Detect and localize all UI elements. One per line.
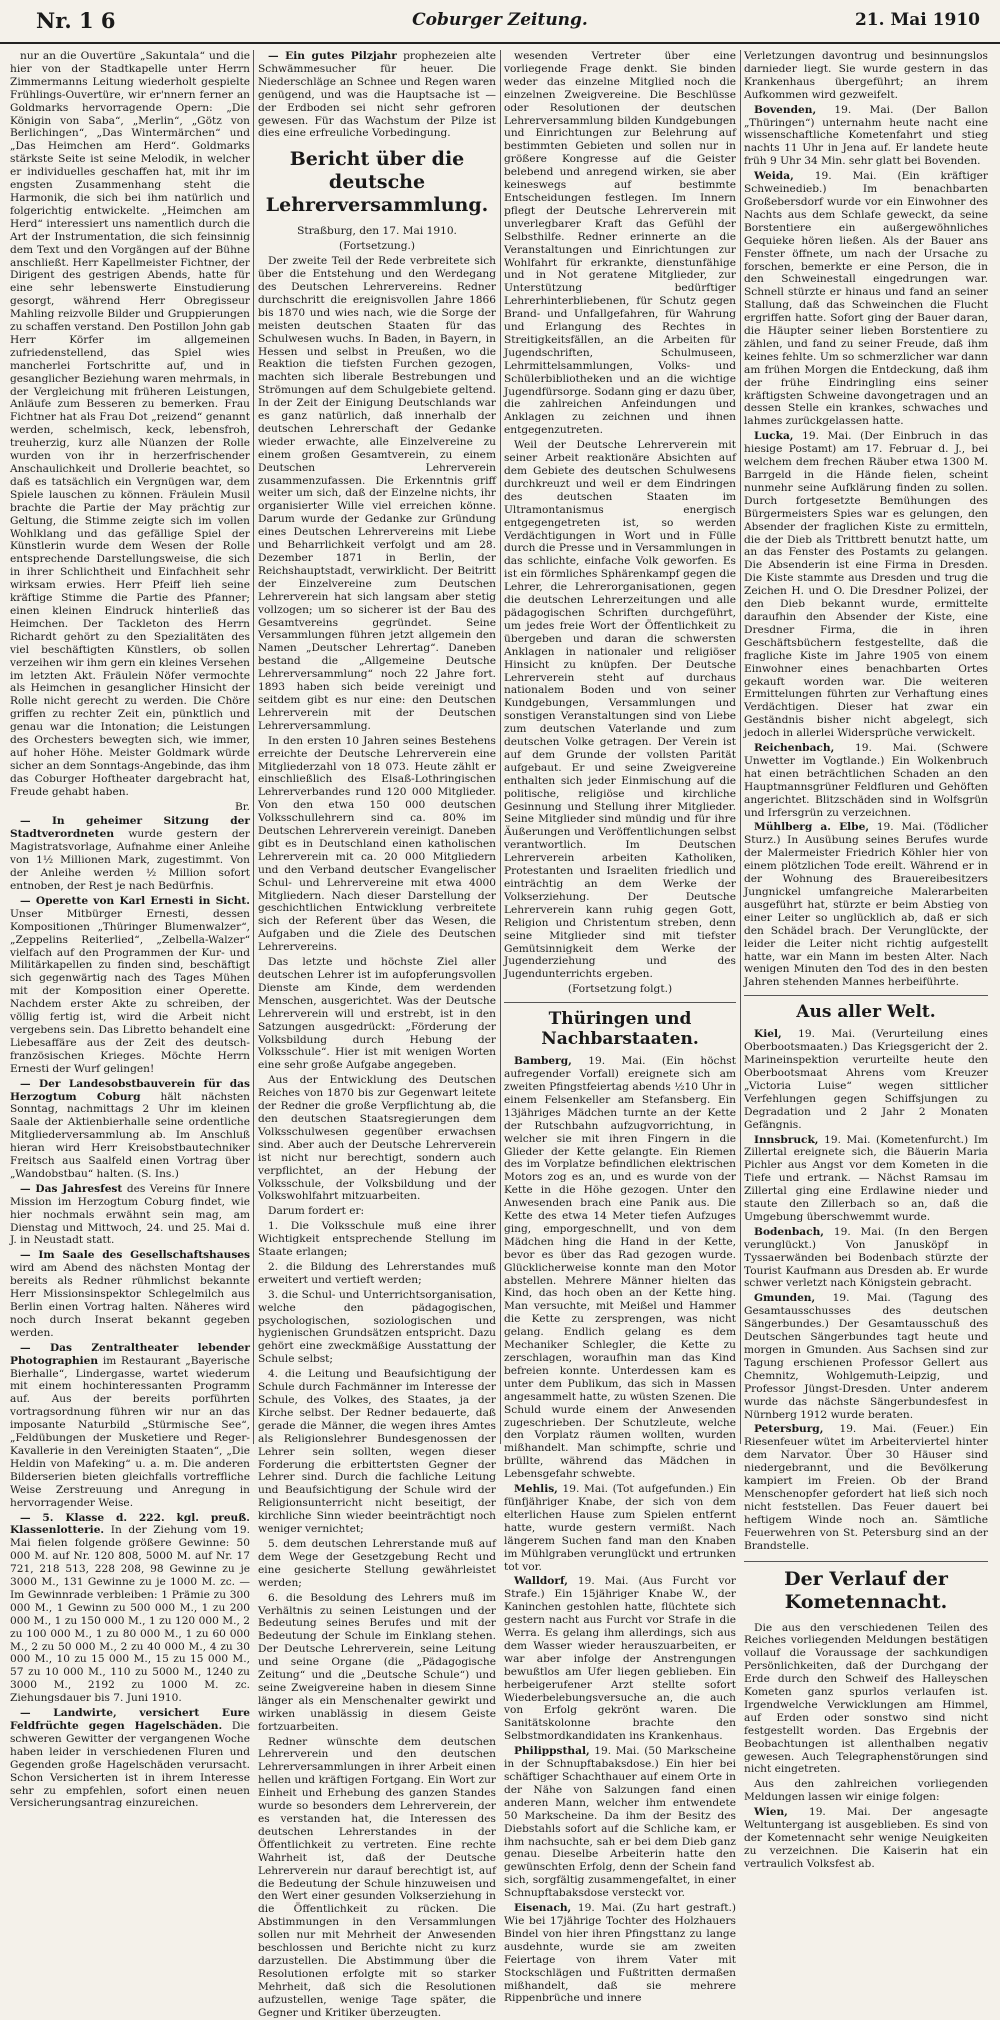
news-item (744, 170, 988, 428)
news-item-body: 19. Mai. (In den Bergen verunglückt.) Von Janusköpf in Tyssaerwänden bei Bodenbach stürzte der Tourist Kaufmann aus Dresden ab. Er wurde schwer verletzt nach Königstein gebracht. (744, 1225, 988, 1290)
news-item-place: Petersburg, (754, 1423, 824, 1436)
article-paragraph: Der zweite Teil der Rede verbreitete sich über die Entstehung und den Werdegang des Deutschen Lehrervereins. Redner durchschritt die ereignisvollen Jahre 1866 bis 1870 und wies nach, wie die Sorge der meisten deutschen Staaten für das Schulwesen wuchs. In Baden, in Bayern, in Hessen und selbst in Preußen, wo die Reaktion die tiefsten Furchen gezogen, machten sich liberale Bestrebungen und Strömungen auf dem Schulgebiete geltend. In der Zeit der Einigung Deutschlands war es ganz natürlich, daß innerhalb der deutschen Lehrerschaft der Gedanke wieder erwachte, alle Einzelvereine zu einem großen Gesamtverein, zu einem Deutschen Lehrerverein zusammenzufassen. Die Erkenntnis griff weiter um sich, daß der Einzelne nichts, ihr organisierter Wille viel erreichen könne. Darum wurde der Gedanke zur Gründung eines Deutschen Lehrervereins mit Liebe und Beharrlichkeit verfolgt und am 28. Dezember 1871 in Berlin, der Reichshauptstadt, verwirklicht. Der Beitritt der Einzelvereine zum Deutschen Lehrerverein hat sich langsam aber stetig vollzogen; um so sicherer ist der Bau des Gesamtvereins gegründet. Seine Versammlungen führen jetzt allgemein den Namen „Deutscher Lehrertag“. Daneben bestand die „Allgemeine Deutsche Lehrerversammlung“ noch 22 Jahre fort. 1893 haben sich beide vereinigt und seitdem gibt es nur eine: den Deutschen Lehrerverein mit der Deutschen Lehrerversammlung. (258, 255, 496, 732)
news-item-place: Mehlis, (514, 1483, 558, 1496)
news-item-place: Eisenach, (514, 1902, 572, 1915)
news-item (10, 1078, 250, 1181)
news-item-body: 19. Mai. (Tagung des Gesamtausschusses des deutschen Sängerbundes.) Der Gesamtausschuß des Deutschen Sängerbundes tagt heute und morgen in Gmunden. Aus Sachsen sind zur Tagung erschienen Professor Gellert aus Chemnitz, Wohlgemuth-Leipzig, und Professor Jüngst-Dresden. Unter anderem wurde das nächste Sängerbundesfest in Nürnberg 1912 wurde beraten. (744, 1292, 988, 1421)
demand-item: 6. die Besoldung des Lehrers muß im Verhältnis zu seinen Leistungen und der Bedeutung seines Berufes und mit der Bedeutung der Schule im Einklang stehen. Der Deutsche Lehrerverein, seine Leitung und seine Organe (die „Pädagogische Zeitung“ und die „Deutsche Schule“) und seine Zweigvereine haben in diesem Sinne länger als ein Menschenalter gewirkt und wirken unablässig in diesem Geiste fortzuarbeiten. (258, 1591, 496, 1733)
column-rule (500, 50, 501, 1444)
article-dateline: Straßburg, den 17. Mai 1910. (297, 225, 457, 238)
news-item-place: Weida, (754, 170, 794, 183)
news-item-place: Bodenbach, (754, 1225, 824, 1238)
news-item-body: 19. Mai. (Feuer.) Ein Riesenfeuer wütet im Arbeiterviertel hinter dem Narvator. Über 30 Häuser sind niedergebrannt, und die Bevölkerung kampiert im Freien. Ob der Brand Menschenopfer gefordert hat ließ sich noch nicht feststellen. Das Feuer dauert bei heftigem Winde noch an. Sämtliche Feuerwehren von St. Petersburg sind an der Brandstelle. (744, 1423, 988, 1552)
demand-item: 1. Die Volksschule muß eine ihrer Wichtigkeit entsprechende Stellung im Staate erlangen; (258, 1220, 496, 1259)
article-paragraph: Das letzte und höchste Ziel aller deutschen Lehrer ist im aufopferungsvollen Dienste am Kinde, dem werdenden Menschen, ausgerichtet. Was der Deutsche Lehrerverein will und erstrebt, ist in den Satzungen ausgedrückt: „Förderung der Volksbildung durch Hebung der Volksschule“. Hier ist mit wenigen Worten eine sehr große Aufgabe angegeben. (258, 956, 496, 1072)
issue-date: 21. Mai 1910 (854, 10, 980, 30)
news-item-body: des Vereins für Innere Mission im Herzogtum Coburg findet, wie hier nochmals erwähnt sein mag, am Dienstag und Mittwoch, 24. und 25. Mai d. J. in Neustadt statt. (10, 1182, 250, 1247)
news-item-headline: — In geheimer Sitzung der Stadtverordneten (10, 815, 250, 841)
news-item-place: Kiel, (754, 1028, 782, 1041)
column-2 (258, 50, 496, 2019)
news-item-place: Bamberg, (514, 1055, 572, 1068)
article-paragraph: Weil der Deutsche Lehrerverein mit seiner Arbeit reaktionäre Absichten auf dem Gebiete des deutschen Schulwesens durchkreuzt und weil er dem Eindringen des deutschen Staaten im Ultramontanismus energisch entgegengetreten ist, so werden Verdächtigungen in Wort und in Fülle durch die Presse und in Versammlungen in das schlichte, einfache Volk geworfen. Es ist ein förmliches Sphärenkampf gegen die Lehrer, die Lehrerorganisationen, gegen die deutschen Lehrerzeitungen und alle pädagogischen Schriften durchgeführt, um jedes freie Wort der Öffentlichkeit zu übergeben und daran die schwersten Anklagen in nationaler und religiöser Hinsicht zu knüpfen. Der Deutsche Lehrerverein steht auf durchaus nationalem Boden und von seiner Kundgebungen, Versammlungen und sonstigen Veranstaltungen sind von Liebe zum deutschen Vaterlande und zum deutschen Volke getragen. Der Verein ist auf dem Grunde der vollsten Parität aufgebaut. Er und seine Zweigvereine enthalten sich jeder Einmischung auf die politische, religiöse und kirchliche Gesinnung und Stellung ihrer Mitglieder. Seine Mitglieder sind mündig und für ihre Äußerungen und Veröffentlichungen selbst verantwortlich. Im Deutschen Lehrerverein arbeiten Katholiken, Protestanten und Israeliten friedlich und einträchtig an dem Werke der Volkserziehung. Der Deutsche Lehrerverein kann ruhig gegen Gott, Religion und Christentum streben, denn seine Mitglieder sind mit tiefster Gemütsinnigkeit dem Werke der Jugenderziehung und des Jugendunterrichts ergeben. (504, 439, 736, 981)
news-item (744, 104, 988, 169)
news-item-body: im Restaurant „Bayerische Bierhalle“, Lindergasse, wartet wiederum mit einem hochinteressanten Programm auf. Aus der bereits porführten vortragsordnung führen wir nur an das imposante Naturbild „Stürmische See“, „Feldübungen der Musketiere und Reger-Kavallerie in den Vereinigten Staaten“, „Die Heldin von Mafeking“ u. a. m. Die anderen Bilderserien bieten gleichfalls vortreffliche Weise Zerstreuung und Anregung in hervorragender Weise. (10, 1354, 250, 1509)
news-item (744, 1226, 988, 1291)
article-paragraph: Verletzungen davontrug und besinnungslos darnieder liegt. Sie wurde gestern in das Krankenhaus übergeführt; an ihrem Aufkommen wird gezweifelt. (744, 50, 988, 101)
news-item (504, 1575, 736, 1743)
article-headline: Der Verlauf der Kometennacht. (744, 1561, 988, 1614)
news-item (10, 1249, 250, 1339)
article-paragraph: Aus den zahlreichen vorliegenden Meldungen lassen wir einige folgen: (744, 1778, 988, 1804)
news-item (10, 1342, 250, 1510)
demand-item: 2. die Bildung des Lehrerstandes muß erweitert und vertieft werden; (258, 1260, 496, 1286)
column-1 (10, 50, 250, 1810)
newspaper-title: Coburger Zeitung. (412, 10, 588, 30)
news-item-body: Die schweren Gewitter der vergangenen Woche haben leider in verschiedenen Fluren und Gegenden große Hagelschäden verursacht. Schon Versicherten ist in ihrem Interesse sehr zu empfehlen, sofort einen neuen Versicherungsantrag einzureichen. (10, 1720, 250, 1810)
news-item-headline: — Das Jahresfest (20, 1182, 123, 1195)
news-item (744, 821, 988, 989)
news-item-body: 19. Mai. (Zu hart gestraft.) Wie bei 17jährige Tochter des Holzhauers Bindel von hier ihren Pfingsttanz zu lange ausdehnte, wurde sie am zweiten Feiertage von ihrem Vater mit Stockschlägen und Fußtritten dermaßen mißhandelt, daß sie mehrere Rippenbrüche und innere (504, 1902, 736, 2005)
news-item-body: 19. Mai. (Aus Furcht vor Strafe.) Ein 15jähriger Knabe W., der Kaninchen gestohlen hatte, flüchtete sich gestern nacht aus Furcht vor Strafe in die Werra. Es gelang ihm allerdings, sich aus dem Wasser wieder herauszuarbeiten, er war aber infolge der Anstrengungen bewußtlos am Ufer liegen geblieben. Ein herbeigerufener Arzt stellte sofort Wiederbelebungsversuche an, die auch von Erfolg gekrönt waren. Die Sanitätskolonne brachte den Selbstmordkandidaten ins Krankenhaus. (504, 1575, 736, 1743)
news-item-body: 19. Mai. (50 Markscheine in der Schnupftabaksdose.) Ein hier bei schäftiger Schachthauer auf einem Orte in der Nähe von Salzungen fand einen anderen Mann, welcher ihm entwendete 50 Markscheine. Da ihm der Besitz des Diebstahls sofort auf die Schliche kam, er ihm nachsuchte, sah er bei dem Dieb ganz genau. Dieselbe Arbeiterin hatte den gewünschten Erfolg, denn der Schein fand sich, sorgfältig zusammengefaltet, in einer Schnupftabaksdose versteckt vor. (504, 1745, 737, 1900)
news-item-place: Walldorf, (514, 1575, 568, 1588)
article-paragraph: Redner wünschte dem deutschen Lehrerverein und den deutschen Lehrerversammlungen in ihrer Arbeit einen hellen und kräftigen Fortgang. Ein Wort zur Einheit und Erhebung des ganzen Standes wurde so besonders dem Lehrerverein, der es verstanden hat, die Interessen des deutschen Lehrerstandes in der Öffentlichkeit zu vertreten. Eine rechte Wahrheit ist, daß der Deutsche Lehrerverein nur darauf berechtigt ist, auf die Bedeutung der Schule hinzuweisen und den Wert einer gesunden Volkserziehung in die Öffentlichkeit zu rücken. Die Abstimmungen in den Versammlungen sollen nur mit Mehrheit der Anwesenden beschlossen und Berichte nicht zu kurz darzustellen. Die Abstimmung über die Resolutionen erfolgte mit so starker Mehrheit, daß sich die Resolutionen aufzustellen, wenige Tage später, die Gegner und Kritiker überzeugten. (258, 1735, 496, 2019)
opera-review-text: nur an die Ouvertüre „Sakuntala“ und die hier von der Stadtkapelle unter Herrn Zimmermanns Leitung wiederholt gespielte Frühlings-Ouvertüre, wir er'nnern ferner an Goldmarks hervorragende Opern: „Die Königin von Saba“, „Merlin“, „Götz von Berlichingen“, „Das Wintermärchen“ und „Das Heimchen am Herd“. Goldmarks stärkste Seite ist seine Melodik, in welcher er individuelles geschaffen hat, mit ihr im engsten Zusammenhang steht die Harmonik, die sich bei ihm natürlich und folgerichtig entwickelte. „Heimchen am Herd“ interessiert uns namentlich durch die Art der Instrumentation, die sich feinsinnig dem Text und den Vorgängen auf der Bühne anschließt. Herr Kapellmeister Fichtner, der Dirigent des gestrigen Abends, hatte für eine sehr lebenswerte Einstudierung gesorgt, während Herr Obregisseur Mahling reizvolle Bilder und Gruppierungen zu schaffen verstand. Den Postillon John gab Herr Körfer im allgemeinen zufriedenstellend, das Spiel wies mancherlei Fortschritte auf, und in gesanglicher Beziehung waren mehrmals, in der Vergleichung mit früheren Leistungen, Anläufe zum Besseren zu bemerken. Frau Fichtner hat als Frau Dot „reizend“ genannt werden, schelmisch, keck, lebensfroh, treuherzig, kurz alle Nüanzen der Rolle wurden von ihr in herzerfrischender Anschaulichkeit und Drollerie beachtet, so daß es tatsächlich ein Vergnügen war, dem Spiele lauschen zu können. Fräulein Musil brachte die Partie der May prächtig zur Geltung, die Stimme zeigte sich im vollen Wohlklang und das gefällige Spiel der Künstlerin wurde dem Wesen der Rolle entsprechende Darstellungsweise, die sich in ihrer Schlichtheit und Einfachheit sehr wirksam erwies. Herr Pfeiff lieh seine kräftige Stimme die Partie des Pfanner; einen kleinen Eindruck hinterließ das Heimchen. Der Tackleton des Herrn Richardt gehört zu den Spezialitäten des viel beschäftigten Künstlers, ob sollen verzeihen wir ihm gern ein kleines Versehen im letzten Akt. Fräulein Nöfer vermochte als Heimchen in gesanglicher Hinsicht der Rolle nicht gerecht zu werden. Die Chöre griffen zu rechter Zeit ein, pünktlich und genau war die Intonation; die Leistungen des Orchesters bewegten sich, wie immer, auf hoher Höhe. Meister Goldmark würde sicher an dem Sonntags-Angebinde, das ihm das Coburger Hoftheater dargebracht hat, Freude gehabt haben. (10, 50, 250, 798)
news-item-body: 19. Mai. (Kometenfurcht.) Im Zillertal ereignete sich, die Bäuerin Maria Pichler aus Angst vor dem Kometen in die Tiefe und ertrank. — Nächst Ramsau im Zillertal ging eine Erdlawine nieder und staute den Zillerbach so an, daß die Umgebung überschwemmt wurde. (744, 1133, 988, 1223)
news-item-headline: — Im Saale des Gesellschaftshauses (20, 1249, 250, 1262)
column-rule (740, 50, 741, 1444)
news-item (744, 742, 988, 819)
news-item (10, 1707, 250, 1810)
news-item (504, 1902, 736, 2005)
news-item (744, 1292, 988, 1421)
news-item-body: 19. Mai. (Ein höchst aufregender Vorfall) ereignete sich am zweiten Pfingstfeiertag abends ½10 Uhr in einem Felsenkeller am Stefansberg. Ein 13jähriges Mädchen turnte an der Kette der Rutschbahn aufzugvorrichtung, in welcher sie mit ihren Fingern in die Glieder der Kette gelangte. Ein Riemen des im Vorplatze befindlichen elektrischen Motors zog es an, und es wurde von der Kette in die Höhe gezogen. Unter den Anwesenden brach eine Panik aus. Die Kette des etwa 14 Meter tiefen Aufzuges ging, emporgeschnellt, und von dem Mädchen hing die Hand in der Kette, bevor es über das Rad gezogen wurde. Glücklicherweise konnte man den Motor abstellen. Mehrere Männer hielten das Kind, das hoch oben an der Kette hing. Man versuchte, mit Meißel und Hammer die Kette zu zersprengen, was nicht gelang. Endlich gelang es dem Mechaniker Schlegler, die Kette zu zerschlagen, woraufhin man das Kind befreien konnte. Unterdessen kam es unter dem Publikum, das sich in Massen angesammelt hatte, zu wüsten Szenen. Die Schuld wurde einem der Anwesenden zugeschrieben. Der Schutzleute, welche den Vorplatz räumen wollten, wurden mißhandelt. Man schimpfte, schrie und brüllte, während das Mädchen in Lebensgefahr schwebte. (504, 1055, 736, 1481)
article-headline: Bericht über die deutsche Lehrerversammlung. (265, 148, 489, 217)
column-rule (253, 50, 254, 1444)
news-item (10, 895, 250, 1076)
news-item (10, 815, 250, 892)
news-item-body: 19. Mai. (Schwere Unwetter im Vogtlande.) Ein Wolkenbruch hat einen beträchtlichen Schaden an den Hauptmannsgrüner Feldfluren und Gehöften angerichtet. Blitzschäden sind in Wolfsgrün und Irfersgrün zu verzeichnen. (744, 742, 988, 819)
news-item-headline: — Ein gutes Pilzjahr (268, 50, 397, 62)
news-item-body: 19. Mai. (Tödlicher Sturz.) In Ausübung seines Berufes wurde der Malermeister Friedrich Köhler hier von einem plötzlichen Tode ereilt. Während er in der Wohnung des Brauereibesitzers Jungnickel umfangreiche Malerarbeiten ausgeführt hat, stürzte er beim Abstieg von einer Leiter so unglücklich ab, daß er sich den Schädel brach. Der Verunglückte, der leider die Leiter nicht richtig aufgestellt hatte, war ein Mann im besten Alter. Nach wenigen Minuten den Tod des in den besten Jahren stehenden Mannes herbeiführte. (744, 821, 988, 989)
review-signature: Br. (234, 800, 250, 813)
news-item (744, 1028, 988, 1131)
news-item-place: Mühlberg a. Elbe, (754, 821, 870, 834)
news-item-headline: — Operette von Karl Ernesti in Sicht. (20, 894, 250, 907)
demand-item: 4. die Leitung und Beaufsichtigung der Schule durch Fachmänner im Interesse der Schule, des Volkes, des Staates, ja der Kirche selbst. Der Redner bedauerte, daß gerade die Männer, die wegen ihres Amtes als Religionslehrer Bundesgenossen der Lehrer sein sollten, wegen dieser Forderung die erbittertsten Gegner der Lehrer sind. Durch die fachliche Leitung und Beaufsichtigung der Schule wird der Religionsunterricht nicht beseitigt, der kirchliche Sinn wieder beeinträchtigt noch weniger vernichtet; (258, 1368, 496, 1536)
section-heading: Aus aller Welt. (744, 995, 988, 1022)
news-item (504, 1055, 736, 1481)
news-item (744, 1806, 988, 1871)
news-item (10, 1183, 250, 1248)
news-item-place: Reichenbach, (754, 742, 835, 755)
news-item-place: Wien, (754, 1806, 788, 1819)
continuation-note: (Fortsetzung.) (338, 240, 416, 253)
news-item-headline: — 5. Klasse d. 222. kgl. preuß. Klassenlotterie. (10, 1511, 250, 1537)
news-item-body: In der Ziehung vom 19. Mai fielen folgende größere Gewinne: 50 000 M. auf Nr. 120 808, 5000 M. auf Nr. 17 721, 218 513, 228 208, 98 Gewinne zu je 3000 M., 131 Gewinne zu je 1000 M. zc. — Im Gewinnrade verbleiben: 1 Prämie zu 300 000 M., 1 Gewinn zu 500 000 M., 1 zu 200 000 M., 1 zu 150 000 M., 1 zu 120 000 M., 2 zu 100 000 M., 1 zu 80 000 M., 1 zu 60 000 M., 2 zu 50 000 M., 2 zu 40 000 M., 4 zu 30 000 M., 10 zu 15 000 M., 15 zu 15 000 M., 57 zu 10 000 M., 110 zu 5000 M., 1240 zu 3000 M., 2192 zu 1000 M. zc. Ziehungsdauer bis 7. Juni 1910. (10, 1524, 250, 1705)
news-item (258, 50, 496, 140)
news-item-place: Lucka, (754, 430, 794, 443)
news-item-place: Innsbruck, (754, 1133, 819, 1146)
column-3 (504, 50, 737, 2005)
masthead (0, 0, 1000, 44)
article-paragraph: In den ersten 10 Jahren seines Bestehens erreichte der Deutsche Lehrerverein eine Mitgliederzahl von 18 073. Heute zählt er einschließlich des Elsaß-Lothringischen Lehrerverbandes rund 120 000 Mitglieder. Von den etwa 150 000 deutschen Volksschullehrern sind ca. 80% im Deutschen Lehrerverein vereinigt. Daneben gibt es in Deutschland einen katholischen Lehrerverein mit ca. 20 000 Mitgliedern und den Verband deutscher Evangelischer Schul- und Lehrervereine mit etwa 4000 Mitgliedern. Nach dieser Darstellung der geschichtlichen Entwicklung verbreitete sich der Referent über das Wesen, die Aufgaben und die Ziele des Deutschen Lehrervereins. (258, 734, 496, 954)
section-heading: Thüringen und Nachbarstaaten. (504, 1002, 736, 1049)
news-item (504, 1483, 736, 1573)
news-item-body: prophezeien alte Schwämmesucher für heuer. Die Niederschläge an Schnee und Regen waren genügend, und was die Hauptsache ist — der Erdboden sei nicht sehr gefroren gewesen. Für das Wachstum der Pilze ist dies eine erfreuliche Vorbedingung. (258, 50, 496, 140)
news-item (10, 1512, 250, 1706)
news-item-headline: — Das Zentraltheater lebender Photographien (10, 1341, 250, 1367)
demand-item: 3. die Schul- und Unterrichtsorganisation, welche den pädagogischen, psychologischen, soziologischen und hygienischen Grundsätzen entspricht. Dazu gehört eine zweckmäßige Ausstattung der Schule selbst; (258, 1288, 496, 1366)
news-item-body: 19. Mai. (Der Ballon „Thüringen“) unternahm heute nacht eine wissenschaftliche Kometenfahrt und stieg nachts 11 Uhr in Jena auf. Er landete heute früh 9 Uhr 34 Min. sehr glatt bei Bovenden. (744, 103, 988, 168)
news-item (744, 1134, 988, 1224)
news-item-headline: — Landwirte, versichert Eure Feldfrüchte gegen Hagelschäden. (10, 1707, 250, 1732)
news-item-body: 19. Mai. (Der Einbruch in das hiesige Postamt) am 17. Februar d. J., bei welchem dem frechen Räuber etwa 1300 M. Barrgeld in die Hände fielen, scheint nunmehr seine Aufklärung finden zu sollen. Durch fortgesetzte Bemühungen des Bürgermeisters Spies war es gelungen, den Absender der fraglichen Kiste zu ermitteln, die der Dieb als Trittbrett benutzt hatte, um an das Fenster des Postamts zu gelangen. Die Absenderin ist eine Firma in Dresden. Die Kiste stammte aus Dresden und trug die Zeichen H. und O. Die Dresdner Polizei, der den Dieb bekannt wurde, ermittelte daraufhin den Absender der Kiste, eine Dresdner Firma, die in ihren Geschäftsbüchern festgestellte, daß die fragliche Kiste im Jahre 1905 von einem Einwohner eines benachbarten Ortes gekauft worden war. Die weiteren Ermittelungen führten zur Verhaftung eines Verdächtigen. Dieser hat zwar ein Geständnis bisher nicht abgelegt, sich jedoch in allerlei Widersprüche verwickelt. (744, 430, 988, 740)
demand-item: 5. dem deutschen Lehrerstande muß auf dem Wege der Gesetzgebung Recht und eine gesicherte Stellung gewährleistet werden; (258, 1537, 496, 1589)
news-item-place: Gmunden, (754, 1292, 816, 1305)
news-item-place: Bovenden, (754, 103, 817, 116)
issue-number: Nr. 1 6 (36, 8, 116, 33)
continuation-note: (Fortsetzung folgt.) (567, 983, 673, 996)
news-item-body: 19. Mai. (Tot aufgefunden.) Ein fünfjähriger Knabe, der sich von dem elterlichen Hause zum Spielen entfernt hatte, wurde gestern vermißt. Nach längerem Suchen fand man den Knaben im Mühlgraben verunglückt und ertrunken tot vor. (504, 1483, 736, 1573)
news-item-body: wird am Abend des nächsten Montag der bereits als Redner rühmlichst bekannte Herr Missionsinspektor Schlegelmilch aus Berlin einen Vortrag halten. Näheres wird noch durch Inserat bekannt gegeben werden. (10, 1262, 250, 1339)
article-paragraph: wesenden Vertreter über eine vorliegende Frage denkt. Sie binden weder das einzelne Mitglied noch die einzelnen Zweigvereine. Die Beschlüsse oder Resolutionen der deutschen Lehrerversammlung bilden Kundgebungen und Einrichtungen zur Belehrung auf bestimmten Gebieten und sollen nur in größere Kongresse auf die Geister belebend und anregend wirken, sie aber keineswegs auf bestimmte Entscheidungen festlegen. Im Innern pflegt der Deutsche Lehrerverein mit unverlegbarer Kraft das Gefühl der Selbsthilfe. Redner erinnerte an die Veranstaltungen und Einrichtungen zur Wohlfahrt für erkrankte, dienstunfähige und in Not geratene Mitglieder, zur Unterstützung bedürftiger Lehrerhinterbliebenen, für Schutz gegen Brand- und Unfallgefahren, für Wahrung und Erlangung des Rechtes in Streitigkeitsfällen, an die Arbeiten für Jugendschriften, Schulmuseen, Lehrmittelsammlungen, Volks- und Schülerbibliotheken und an die wichtige Jugendfürsorge. Sodann ging er dazu über, die zahlreichen Anfeindungen und Anklagen zu zeichnen und ihnen entgegenzutreten. (504, 50, 736, 437)
news-item-body: 19. Mai. Der angesagte Weltuntergang ist ausgeblieben. Es sind von der Kometennacht sehr wenige Neuigkeiten zu verzeichnen. Die Kaiserin hat ein vertraulich Volksfest ab. (744, 1806, 988, 1870)
news-item-headline: — Der Landesobstbauverein für das Herzogtum Coburg (10, 1077, 250, 1103)
article-paragraph: Aus der Entwicklung des Deutschen Reiches von 1870 bis zur Gegenwart leitete der Redner die große Verpflichtung ab, die den deutschen Staatsregierungen dem Volksschulwesen gegenüber erwachsen sind. Aber auch der Deutsche Lehrerverein ist nicht nur berechtigt, sondern auch verpflichtet, an der Hebung der Volksschule, der Volksbildung und der Volkswohlfahrt mitzuarbeiten. (258, 1074, 496, 1203)
news-item-place: Philippsthal, (514, 1745, 590, 1758)
news-item-body: 19. Mai. (Ein kräftiger Schweinedieb.) Im benachbarten Großebersdorf wurde vor ein Einwohner des Nachts aus dem Schlafe geweckt, da seine Borstentiere ein außergewöhnliches Gequieke hören ließen. Als der Bauer ans Fenster öffnete, um nach der Ursache zu forschen, bemerkte er eine Person, die in den Schweinestall eingedrungen war. Schnell stürzte er hinaus und fand an seiner Stallung, daß das Schweinchen die Flucht ergriffen hatte. Sofort ging der Bauer daran, die Häupter seiner lieben Borstentiere zu zählen, und fand zu seiner Freude, daß ihm keines fehlte. Um so schmerzlicher war dann am frühen Morgen die Entdeckung, daß ihm der frühe Eindringling eins seiner kräftigsten Schweine davongetragen und an dessen Stelle ein krankes, schwaches und lahmes zurückgelassen hatte. (744, 170, 988, 428)
news-item-body: hält nächsten Sonntag, nachmittags 2 Uhr im kleinen Saale der Aktienbierhalle seine ordentliche Mitgliederversammlung ab. Im Anschluß hieran wird Herr Kreisobstbautechniker Freitsch aus Saalfeld einen Vortrag über „Wandobstbau“ halten. (S. Ins.) (10, 1090, 250, 1180)
news-item-body: wurde gestern der Magistratsvorlage, Aufnahme einer Anleihe von 1½ Millionen Mark, zugestimmt. Von der Anleihe werden ½ Million sofort entnoben, der Rest je nach Bedürfnis. (10, 828, 250, 892)
column-4 (744, 50, 988, 1870)
news-item-body: Unser Mitbürger Ernesti, dessen Kompositionen „Thüringer Blumenwalzer“, „Zeppelins Reiterlied“, „Zelbella-Walzer“ vielfach auf den Programmen der Kur- und Militärkapellen zu finden sind, beschäftigt sich gegenwärtig nach des Tages Mühen mit der Komposition einer Operette. Nachdem erster Akte zu schreiben, der völlig fertig ist, wird die Arbeit nicht vergebens sein. Das Libretto behandelt eine Liebesaffäre aus der Zeit des deutsch-französischen Krieges. Möchte Herrn Ernesti der Wurf gelingen! (10, 907, 250, 1075)
news-item-body: 19. Mai. (Verurteilung eines Oberbootsmaaten.) Das Kriegsgericht der 2. Marineinspektion verurteilte heute den Oberbootsmaat Ahrens vom Kreuzer „Victoria Luise“ wegen sittlicher Verfehlungen gegen Schiffsjungen zu Degradation und 2 Jahr 2 Monaten Gefängnis. (744, 1028, 988, 1131)
news-item (744, 1423, 988, 1552)
news-item (504, 1745, 736, 1900)
demands-intro: Darum fordert er: (268, 1205, 365, 1218)
news-item (744, 430, 988, 740)
article-paragraph: Die aus den verschiedenen Teilen des Reiches vorliegenden Meldungen bestätigen vollauf die Voraussage der sachkundigen Persönlichkeiten, daß der Durchgang der Erde durch den Schweif des Halleyschen Kometen ganz spurlos verlaufen ist. Irgendwelche Verwicklungen am Himmel, auf Erden oder sonstwo sind nicht festgestellt worden. Das Ergebnis der Beobachtungen ist allenthalben negativ gewesen. Auch Telegraphenstörungen sind nicht eingetreten. (744, 1621, 988, 1776)
